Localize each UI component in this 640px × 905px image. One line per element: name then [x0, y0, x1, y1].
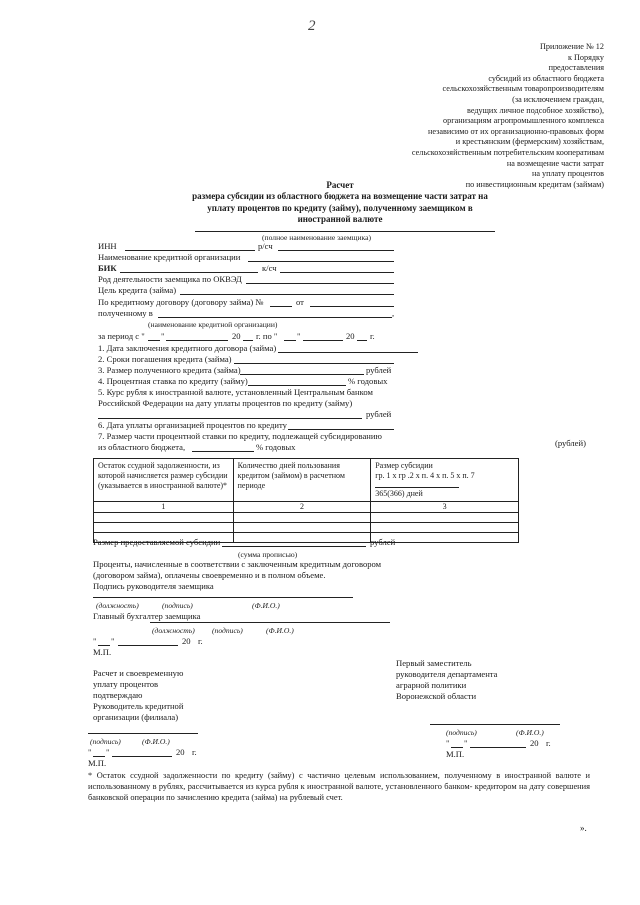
item-7-label-b: из областного бюджета, — [98, 442, 186, 452]
item-5-field[interactable] — [98, 418, 362, 419]
period-f: 20 — [346, 331, 355, 341]
inn-label: ИНН — [98, 241, 117, 251]
table-col-number: 3 — [371, 502, 519, 513]
item-2-field[interactable] — [234, 363, 394, 364]
subsidy-field[interactable] — [222, 546, 366, 547]
contract-from-label: от — [296, 297, 304, 307]
contract-number-field[interactable] — [270, 306, 292, 307]
received-org-field[interactable] — [158, 317, 392, 318]
table-header-cell: Количество дней пользования кредитом (займом) в расчетном периоде — [233, 459, 371, 502]
appendix-line: на возмещение части затрат — [506, 158, 604, 168]
date-right-month[interactable] — [470, 747, 526, 748]
appendix-line: по инвестиционным кредитам (займам) — [465, 179, 604, 189]
col3-title: Размер субсидии — [375, 461, 433, 470]
item-7-unit: % годовых — [256, 442, 296, 452]
table-header-row — [94, 459, 519, 502]
period-month-from[interactable] — [166, 340, 228, 341]
appendix-line: Приложение № 12 — [539, 42, 604, 51]
appendix-line: ведущих личное подсобное хозяйство), — [467, 105, 604, 115]
table-col-number: 1 — [94, 502, 234, 513]
col3-formula: гр. 1 х гр .2 х п. 4 х п. 5 х п. 7 — [375, 471, 475, 480]
sign1-signature: (подпись) — [162, 601, 193, 610]
ks-field[interactable] — [280, 272, 394, 273]
appendix-line: организациям агропромышленного комплекса — [443, 116, 604, 126]
table-header-cell: Остаток ссудной задолженности, из которой начисляется размер субсидии (указывается в иностранной валюте)* — [94, 459, 234, 502]
date-left-day[interactable] — [93, 756, 105, 757]
accountant-signature-line[interactable] — [150, 622, 390, 623]
date-left-q2: " — [106, 747, 110, 757]
col3-denominator: 365(366) дней — [375, 487, 459, 499]
document-title — [140, 180, 540, 226]
official-signature-line[interactable] — [430, 724, 560, 725]
item-2-label: 2. Сроки погашения кредита (займа) — [98, 354, 232, 364]
appendix-line: на уплату процентов — [531, 169, 604, 179]
ks-label: к/сч — [262, 263, 277, 273]
confirm-line: уплату процентов — [93, 679, 159, 689]
item-6-field[interactable] — [288, 429, 394, 430]
table-row — [94, 502, 519, 513]
sign-left-signature: (подпись) — [90, 737, 121, 746]
received-label: полученному в — [98, 308, 153, 318]
item-1-field[interactable] — [278, 352, 418, 353]
table-unit: (рублей) — [555, 438, 586, 448]
date-right-q1: " — [446, 738, 450, 748]
appendix-line: (за исключением граждан, — [512, 94, 604, 104]
statement-line: Проценты, начисленные в соответствии с заключенным кредитным договором — [93, 559, 382, 569]
inn-field[interactable] — [125, 250, 255, 251]
date-right-day[interactable] — [451, 747, 463, 748]
date-right-year: 20 — [530, 738, 539, 748]
item-3-label: 3. Размер полученного кредита (займа) — [98, 365, 241, 375]
purpose-field[interactable] — [180, 294, 394, 295]
period-year-from[interactable] — [243, 340, 253, 341]
rs-label: р/сч — [258, 241, 273, 251]
confirm-line: Руководитель кредитной — [93, 701, 184, 711]
item-5-label-b: Российской Федерации на дату уплаты процентов по кредиту (займу) — [98, 398, 353, 408]
date1-month[interactable] — [118, 645, 178, 646]
table-col-number: 2 — [233, 502, 371, 513]
period-day-from[interactable] — [148, 340, 160, 341]
official-line: аграрной политики — [396, 680, 467, 690]
date-left-month[interactable] — [112, 756, 172, 757]
statement-line: Подпись руководителя заемщика — [93, 581, 214, 591]
item-4-label: 4. Процентная ставка по кредиту (займу) — [98, 376, 248, 386]
received-end: , — [392, 308, 395, 318]
end-mark: ». — [580, 823, 587, 833]
appendix-line: предоставления — [548, 63, 604, 73]
date-left-g: г. — [192, 747, 197, 757]
period-g: г. — [370, 331, 375, 341]
sign-left-name: (Ф.И.О.) — [142, 737, 170, 746]
period-day-to[interactable] — [284, 340, 296, 341]
date1-q2: " — [111, 636, 115, 646]
date-right-g: г. — [546, 738, 551, 748]
date1-g: г. — [198, 636, 203, 646]
subsidy-label: Размер предоставляемой субсидии — [93, 537, 221, 547]
sign1-position: (должность) — [96, 601, 139, 610]
head-signature-line[interactable] — [93, 597, 353, 598]
period-e: " — [297, 331, 301, 341]
appendix-line: и крестьянским (фермерским) хозяйствам, — [455, 137, 604, 147]
confirm-line: подтверждаю — [93, 690, 143, 700]
bik-label: БИК — [98, 263, 117, 273]
accountant-label: Главный бухгалтер заемщика — [93, 611, 201, 621]
activity-field[interactable] — [246, 283, 394, 284]
table-row[interactable] — [94, 523, 519, 533]
confirm-line: Расчет и своевременную — [93, 668, 184, 678]
appendix-line: к Порядку — [567, 52, 604, 62]
period-a: за период с " — [98, 331, 145, 341]
contract-label: По кредитному договору (договору займа) № — [98, 297, 264, 307]
title-line: размера субсидии из областного бюджета на возмещение части затрат на — [192, 191, 488, 202]
bik-field[interactable] — [120, 272, 258, 273]
date1-day[interactable] — [98, 645, 110, 646]
sign-right-name: (Ф.И.О.) — [516, 728, 544, 737]
period-d: г. по " — [256, 331, 278, 341]
official-line: руководителя департамента — [396, 669, 498, 679]
sign2-position: (должность) — [152, 626, 195, 635]
period-month-to[interactable] — [303, 340, 343, 341]
bank-signature-line[interactable] — [88, 733, 198, 734]
date1-year: 20 — [182, 636, 191, 646]
confirm-line: организации (филиала) — [93, 712, 179, 722]
bank-name-label: Наименование кредитной организации — [98, 252, 241, 262]
sign2-name: (Ф.И.О.) — [266, 626, 294, 635]
item-7-field[interactable] — [192, 451, 254, 452]
item-3-unit: рублей — [366, 365, 392, 375]
org-caption: (наименование кредитной организации) — [148, 320, 278, 329]
sign-right-signature: (подпись) — [446, 728, 477, 737]
title-line: Расчет — [326, 180, 354, 190]
official-line: Воронежской области — [396, 691, 477, 701]
date-left-q1: " — [88, 747, 92, 757]
date1-q1: " — [93, 636, 97, 646]
sign1-name: (Ф.И.О.) — [252, 601, 280, 610]
table-row[interactable] — [94, 513, 519, 523]
subsidy-caption: (сумма прописью) — [238, 550, 298, 559]
appendix-line: сельскохозяйственным товаропроизводителям — [442, 84, 604, 94]
item-7-label-a: 7. Размер части процентной ставки по кредиту, подлежащей субсидированию — [98, 431, 382, 441]
table-header-cell — [371, 459, 519, 502]
item-4-field[interactable] — [248, 385, 346, 386]
item-5-label-a: 5. Курс рубля к иностранной валюте, установленный Центральным банком — [98, 387, 373, 397]
official-line: Первый заместитель — [396, 658, 472, 668]
subsidy-unit: рублей — [370, 537, 396, 547]
item-1-label: 1. Дата заключения кредитного договора (займа) — [98, 343, 277, 353]
purpose-label: Цель кредита (займа) — [98, 285, 177, 295]
appendix-line: независимо от их организационно-правовых форм — [427, 126, 604, 136]
seal-mark: М.П. — [93, 647, 112, 657]
footnote: * Остаток ссудной задолженности по кредиту (займу) с частично целевым использованием, полученному в иностранной валюте и использованному в рублях, рассчитывается из курса рубля к иностранной валюте, установленного банком- кредитором на дату совершения банковской операции по зачислению кредита (займа) на рублевый счет. — [88, 771, 590, 802]
statement-line: (договором займа), оплачены своевременно и в полном объеме. — [93, 570, 326, 580]
appendix-header — [344, 42, 604, 190]
item-3-field[interactable] — [240, 374, 364, 375]
sign2-signature: (подпись) — [212, 626, 243, 635]
item-4-unit: % годовых — [348, 376, 388, 386]
appendix-line: субсидий из областного бюджета — [488, 73, 604, 83]
item-5-unit: рублей — [366, 409, 392, 419]
period-year-to[interactable] — [357, 340, 367, 341]
item-6-label: 6. Дата уплаты организацией процентов по кредиту — [98, 420, 287, 430]
title-line: уплату процентов по кредиту (займу), полученному заемщиком в — [207, 202, 473, 213]
title-line: иностранной валюте — [297, 214, 383, 225]
contract-date-field[interactable] — [310, 306, 394, 307]
date-right-q2: " — [464, 738, 468, 748]
period-c: 20 — [232, 331, 241, 341]
appendix-line: сельскохозяйственным потребительским кооперативам — [411, 147, 604, 157]
subsidy-table — [93, 458, 519, 543]
page-number: 2 — [308, 18, 316, 34]
seal-mark-left: М.П. — [88, 758, 107, 768]
activity-label: Род деятельности заемщика по ОКВЭД — [98, 274, 242, 284]
rs-field[interactable] — [278, 250, 394, 251]
date-left-year: 20 — [176, 747, 185, 757]
period-b: " — [161, 331, 165, 341]
bank-name-field[interactable] — [248, 261, 394, 262]
borrower-caption: (полное наименование заемщика) — [262, 233, 372, 242]
seal-mark-right: М.П. — [446, 749, 465, 759]
